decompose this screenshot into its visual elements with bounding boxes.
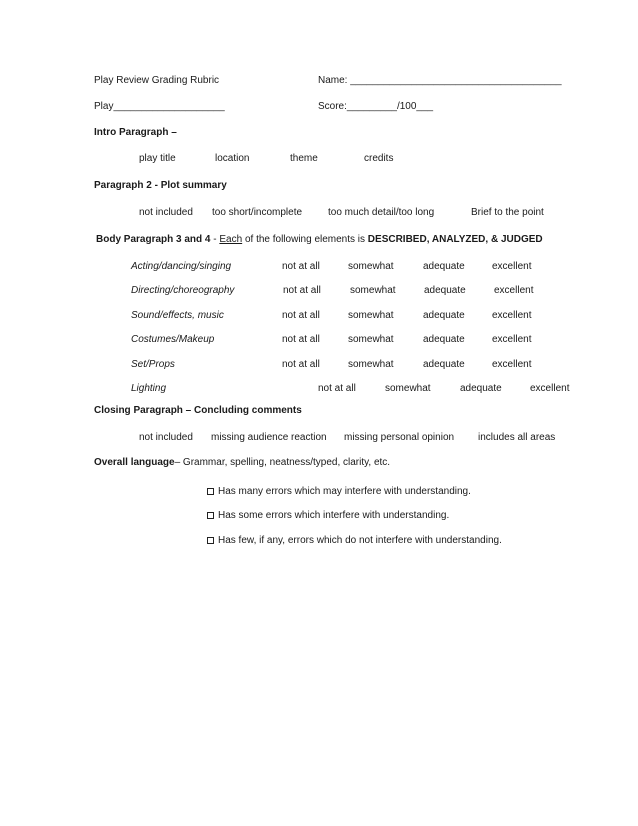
rating-option: excellent: [492, 261, 532, 272]
body-heading-prefix: Body Paragraph 3 and 4: [96, 234, 211, 245]
rating-option: not at all: [282, 359, 320, 370]
language-heading: Overall language: [94, 457, 175, 468]
para2-option: Brief to the point: [471, 207, 544, 218]
element-label: Acting/dancing/singing: [131, 261, 232, 272]
rating-option: somewhat: [350, 285, 396, 296]
rating-option: somewhat: [348, 261, 394, 272]
rating-option: somewhat: [348, 334, 394, 345]
para2-option: too short/incomplete: [212, 207, 303, 218]
intro-item: location: [215, 153, 250, 164]
intro-item: theme: [290, 153, 318, 164]
intro-heading: Intro Paragraph –: [94, 127, 177, 138]
rating-option: adequate: [460, 383, 502, 394]
checkbox-icon[interactable]: [207, 537, 214, 544]
closing-option: not included: [139, 432, 193, 443]
closing-option: missing personal opinion: [344, 432, 455, 443]
body-heading-emphasis: DESCRIBED, ANALYZED, & JUDGED: [367, 234, 543, 245]
rating-option: somewhat: [348, 359, 394, 370]
rating-option: not at all: [282, 334, 320, 345]
body-heading-each: Each: [219, 234, 243, 245]
score-blank: _________/100___: [346, 101, 434, 112]
rating-option: excellent: [492, 334, 532, 345]
element-label: Sound/effects, music: [131, 310, 224, 321]
para2-heading: Paragraph 2 - Plot summary: [94, 180, 227, 191]
body-heading: [96, 234, 543, 246]
rating-option: excellent: [530, 383, 570, 394]
checkbox-icon[interactable]: [207, 512, 214, 519]
rating-option: not at all: [283, 285, 321, 296]
body-heading-mid2: of the following elements is: [242, 234, 368, 245]
closing-option: missing audience reaction: [211, 432, 327, 443]
intro-item: credits: [364, 153, 394, 164]
rating-option: excellent: [494, 285, 534, 296]
rating-option: adequate: [423, 261, 465, 272]
language-option-text: Has some errors which interfere with understanding.: [218, 510, 450, 521]
language-option-3[interactable]: [207, 535, 502, 547]
closing-heading: Closing Paragraph – Concluding comments: [94, 405, 302, 416]
element-label: Set/Props: [131, 359, 175, 370]
score-label: Score:: [318, 101, 347, 112]
element-label: Lighting: [131, 383, 167, 394]
rating-option: adequate: [424, 285, 466, 296]
rating-option: somewhat: [348, 310, 394, 321]
rating-option: adequate: [423, 359, 465, 370]
rating-option: not at all: [282, 261, 320, 272]
rating-option: adequate: [423, 310, 465, 321]
rating-option: somewhat: [385, 383, 431, 394]
element-label: Directing/choreography: [131, 285, 235, 296]
checkbox-icon[interactable]: [207, 488, 214, 495]
closing-option: includes all areas: [478, 432, 556, 443]
language-description: – Grammar, spelling, neatness/typed, clarity, etc.: [174, 457, 391, 468]
score-field: [318, 101, 433, 113]
para2-option: too much detail/too long: [328, 207, 435, 218]
language-option-2[interactable]: [207, 510, 449, 522]
rating-option: adequate: [423, 334, 465, 345]
body-heading-mid1: -: [210, 234, 220, 245]
rating-option: excellent: [492, 310, 532, 321]
play-field-label: Play____________________: [94, 101, 225, 112]
language-option-text: Has many errors which may interfere with understanding.: [218, 486, 471, 497]
language-option-text: Has few, if any, errors which do not interfere with understanding.: [218, 535, 502, 546]
name-field-label: Name: ______________________________________: [318, 75, 562, 86]
rating-option: not at all: [282, 310, 320, 321]
rating-option: not at all: [318, 383, 356, 394]
intro-item: play title: [139, 153, 176, 164]
rating-option: excellent: [492, 359, 532, 370]
language-line: [94, 457, 390, 469]
element-label: Costumes/Makeup: [131, 334, 215, 345]
para2-option: not included: [139, 207, 193, 218]
document-title: Play Review Grading Rubric: [94, 75, 220, 86]
language-option-1[interactable]: [207, 486, 471, 498]
